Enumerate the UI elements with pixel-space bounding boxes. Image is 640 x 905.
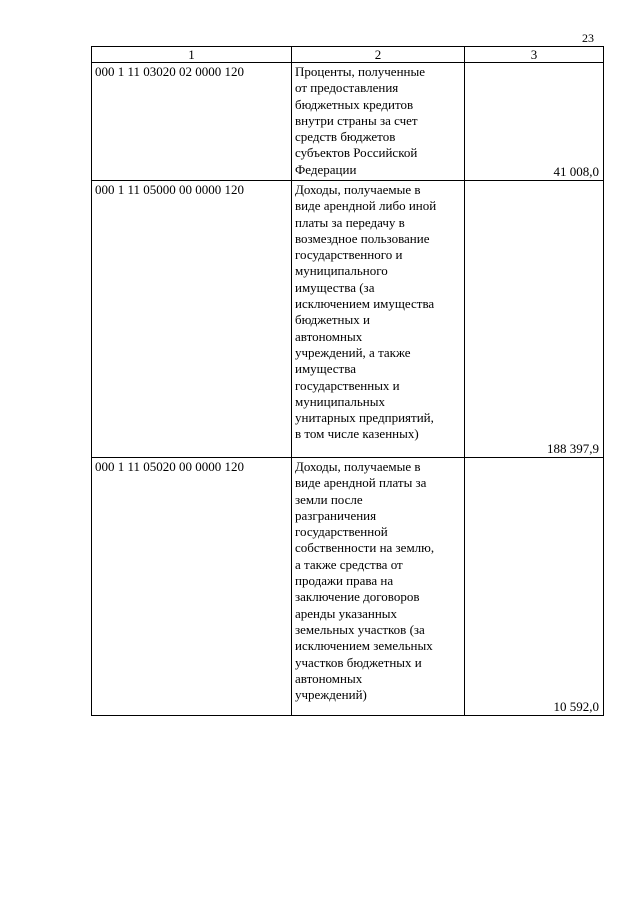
revenue-name-line: муниципальных (295, 393, 386, 409)
revenue-name (292, 63, 465, 181)
revenue-name-line: участков бюджетных и (295, 654, 422, 670)
revenue-name-line: от предоставления (295, 80, 399, 96)
amount: 10 592,0 (465, 458, 604, 716)
revenue-name-line: продажи права на (295, 573, 394, 589)
table-row (92, 63, 604, 181)
revenue-name-line: учреждений) (295, 687, 367, 703)
column-header-1: 1 (92, 47, 292, 63)
revenue-name-line: учреждений, а также (295, 344, 411, 360)
revenue-name-line: виде арендной платы за (295, 475, 427, 491)
revenue-name-line: внутри страны за счет (295, 112, 418, 128)
revenue-name-line: бюджетных кредитов (295, 96, 414, 112)
revenue-name-line: Проценты, полученные (295, 64, 425, 79)
revenue-name-line: платы за передачу в (295, 214, 405, 230)
revenue-name-line: унитарных предприятий, (295, 410, 434, 426)
revenue-name-line: средств бюджетов (295, 129, 396, 145)
revenue-name-line: муниципального (295, 263, 388, 279)
revenue-name-line: Федерации (295, 161, 357, 177)
budget-code: 000 1 11 05020 00 0000 120 (92, 458, 292, 716)
revenue-name-line: в том числе казенных) (295, 426, 419, 442)
column-header-2: 2 (292, 47, 465, 63)
revenue-name-line: государственных и (295, 377, 400, 393)
revenue-name-line: исключением имущества (295, 296, 435, 312)
revenue-name-line: государственной (295, 524, 388, 540)
revenue-name-line: государственного и (295, 247, 403, 263)
amount: 41 008,0 (465, 63, 604, 181)
revenue-name-line: заключение договоров (295, 589, 420, 605)
revenue-name-line: исключением земельных (295, 638, 433, 654)
revenue-name-line: Доходы, получаемые в (295, 182, 421, 197)
table-row (92, 458, 604, 716)
budget-code: 000 1 11 03020 02 0000 120 (92, 63, 292, 181)
revenue-name-line: а также средства от (295, 556, 403, 572)
revenue-name-line: разграничения (295, 507, 377, 523)
revenue-name-line: имущества (295, 361, 356, 377)
revenue-name-line: виде арендной либо иной (295, 198, 437, 214)
budget-code: 000 1 11 05000 00 0000 120 (92, 181, 292, 458)
page-number: 23 (582, 31, 594, 45)
revenue-name-line: автономных (295, 670, 363, 686)
revenue-name (292, 181, 465, 458)
revenue-name-line: Доходы, получаемые в (295, 459, 421, 474)
revenue-name-line: земельных участков (за (295, 621, 425, 637)
revenue-name-line: возмездное пользование (295, 230, 430, 246)
revenue-name-line: земли после (295, 491, 363, 507)
column-header-3: 3 (465, 47, 604, 63)
amount: 188 397,9 (465, 181, 604, 458)
revenue-name-line: субъектов Российской (295, 145, 418, 161)
revenue-name-line: имущества (за (295, 279, 375, 295)
table-row (92, 181, 604, 458)
budget-revenue-table (91, 46, 604, 716)
revenue-name-line: собственности на землю, (295, 540, 435, 556)
table-header-row (92, 47, 604, 63)
revenue-name-line: аренды указанных (295, 605, 398, 621)
revenue-name-line: бюджетных и (295, 312, 370, 328)
revenue-name (292, 458, 465, 716)
revenue-name-line: автономных (295, 328, 363, 344)
